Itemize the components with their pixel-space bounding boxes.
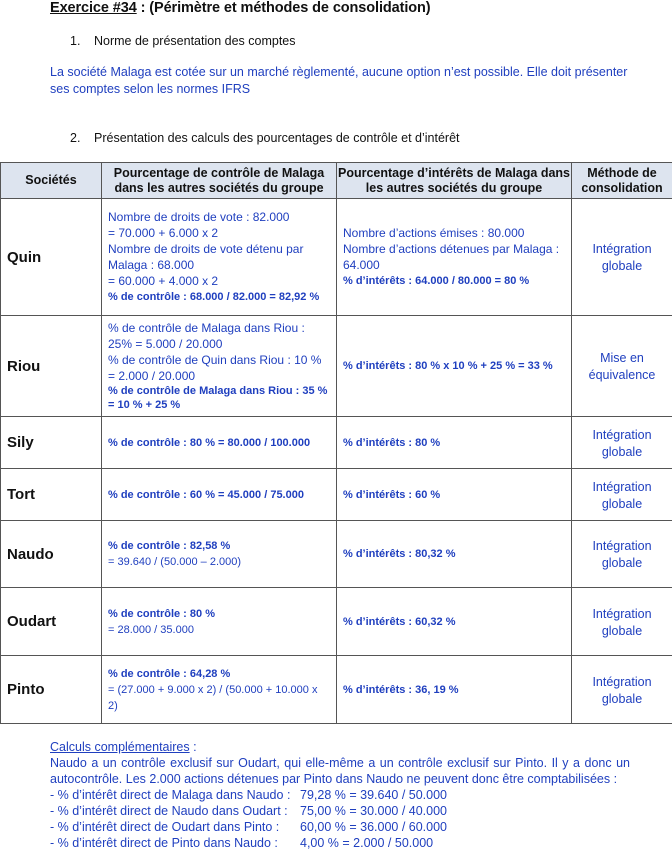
table-header-row: [1, 163, 672, 199]
control-result: % de contrôle : 64,28 %: [108, 667, 231, 680]
control-cell: [102, 316, 337, 417]
consolidation-table: [0, 162, 672, 724]
calc-line-label: - % d’intérêt direct de Malaga dans Naudo :: [50, 788, 291, 802]
calc-heading-line: [50, 739, 630, 755]
method-cell: Intégration globale: [572, 199, 672, 316]
table-row: [1, 588, 672, 656]
interest-cell: [337, 316, 572, 417]
table-row: [1, 469, 672, 521]
method-cell: Intégration globale: [572, 469, 672, 521]
control-cell: [102, 656, 337, 724]
company-name: Naudo: [1, 521, 102, 588]
interest-cell: [337, 656, 572, 724]
section-2-number: 2.: [70, 131, 81, 145]
calc-line: [50, 835, 630, 851]
method-cell: Intégration globale: [572, 656, 672, 724]
calc-heading-colon: :: [189, 740, 197, 754]
control-result: % de contrôle : 82,58 %: [108, 540, 231, 552]
interest-result: % d’intérêts : 64.000 / 80.000 = 80 %: [343, 275, 530, 287]
control-formula: = 39.640 / (50.000 – 2.000): [108, 556, 242, 568]
calc-line-value: 75,00 % = 30.000 / 40.000: [300, 804, 447, 818]
table-row: [1, 417, 672, 469]
section-1-heading: [70, 34, 296, 48]
control-result: % de contrôle : 60 % = 45.000 / 75.000: [108, 488, 304, 501]
control-formula: = 28.000 / 35.000: [108, 623, 194, 636]
method-cell: Mise en équivalence: [572, 316, 672, 417]
additional-calculations: [50, 739, 630, 851]
control-cell: [102, 588, 337, 656]
control-line: = 60.000 + 4.000 x 2: [108, 274, 219, 288]
interest-cell: [337, 521, 572, 588]
control-result: % de contrôle : 68.000 / 82.000 = 82,92 %: [108, 291, 320, 303]
section-1-label: Norme de présentation des comptes: [94, 34, 296, 48]
table-row: [1, 199, 672, 316]
control-line: = 70.000 + 6.000 x 2: [108, 226, 219, 240]
method-cell: Intégration globale: [572, 588, 672, 656]
company-name: Tort: [1, 469, 102, 521]
section-1-number: 1.: [70, 34, 81, 48]
control-formula: = (27.000 + 9.000 x 2) / (50.000 + 10.000 x 2): [108, 683, 318, 712]
header-societes: Sociétés: [1, 163, 102, 199]
header-controle: Pourcentage de contrôle de Malaga dans les autres sociétés du groupe: [102, 163, 337, 199]
calc-line-value: 4,00 % = 2.000 / 50.000: [300, 836, 434, 850]
table-row: [1, 521, 672, 588]
table-row: [1, 316, 672, 417]
calc-line-value: 60,00 % = 36.000 / 60.000: [300, 820, 447, 834]
exercise-number: Exercice #34: [50, 0, 137, 16]
intro-paragraph: La société Malaga est cotée sur un marché règlementé, aucune option n’est possible. Elle doit présenter ses comptes selon les normes IFRS: [50, 65, 628, 96]
interest-line: Nombre d’actions détenues par Malaga : 64.000: [343, 242, 560, 272]
section-2-heading: [70, 131, 460, 145]
company-name: Quin: [1, 199, 102, 316]
control-cell: [102, 521, 337, 588]
method-cell: Intégration globale: [572, 417, 672, 469]
section-2-label: Présentation des calculs des pourcentages de contrôle et d’intérêt: [94, 131, 460, 145]
interest-result: % d’intérêts : 80,32 %: [343, 548, 456, 560]
control-result: % de contrôle : 80 %: [108, 607, 215, 620]
method-cell: Intégration globale: [572, 521, 672, 588]
control-result: % de contrôle de Malaga dans Riou : 35 % = 10 % + 25 %: [108, 385, 328, 411]
company-name: Sily: [1, 417, 102, 469]
calc-line: [50, 803, 630, 819]
calc-line: [50, 819, 630, 835]
control-line: % de contrôle de Malaga dans Riou : 25% = 5.000 / 20.000: [108, 321, 305, 351]
interest-cell: [337, 417, 572, 469]
interest-result: % d’intérêts : 60 %: [343, 488, 441, 501]
calc-line-label: - % d’intérêt direct de Pinto dans Naudo :: [50, 836, 278, 850]
company-name: Oudart: [1, 588, 102, 656]
interest-cell: [337, 469, 572, 521]
interest-cell: [337, 588, 572, 656]
interest-result: % d’intérêts : 80 %: [343, 436, 441, 449]
calc-line-label: - % d’intérêt direct de Oudart dans Pinto :: [50, 820, 280, 834]
exercise-title: [50, 0, 431, 16]
control-cell: [102, 469, 337, 521]
exercise-subtitle: : (Périmètre et méthodes de consolidation): [136, 0, 431, 16]
header-methode: Méthode de consolidation: [572, 163, 672, 199]
interest-line: Nombre d’actions émises : 80.000: [343, 226, 525, 240]
calc-line-value: 79,28 % = 39.640 / 50.000: [300, 788, 447, 802]
interest-result: % d’intérêts : 36, 19 %: [343, 683, 459, 696]
interest-cell: [337, 199, 572, 316]
calc-paragraph: Naudo a un contrôle exclusif sur Oudart, qui elle-même a un contrôle exclusif sur Pinto. Il y a donc un autocontrôle. Les 2.000 actions détenues par Pinto dans Naudo ne peuvent donc être comptabilisées :: [50, 756, 630, 786]
control-line: % de contrôle de Quin dans Riou : 10 % = 2.000 / 20.000: [108, 353, 322, 383]
control-line: Nombre de droits de vote détenu par Malaga : 68.000: [108, 242, 304, 272]
company-name: Riou: [1, 316, 102, 417]
interest-result: % d’intérêts : 80 % x 10 % + 25 % = 33 %: [343, 360, 553, 372]
control-cell: [102, 417, 337, 469]
header-interets: Pourcentage d’intérêts de Malaga dans les autres sociétés du groupe: [337, 163, 572, 199]
table-row: [1, 656, 672, 724]
calc-line-label: - % d’intérêt direct de Naudo dans Oudart :: [50, 804, 288, 818]
company-name: Pinto: [1, 656, 102, 724]
calc-heading: Calculs complémentaires: [50, 740, 190, 754]
control-line: Nombre de droits de vote : 82.000: [108, 210, 290, 224]
control-result: % de contrôle : 80 % = 80.000 / 100.000: [108, 436, 311, 449]
control-cell: [102, 199, 337, 316]
interest-result: % d’intérêts : 60,32 %: [343, 615, 456, 628]
calc-line: [50, 787, 630, 803]
